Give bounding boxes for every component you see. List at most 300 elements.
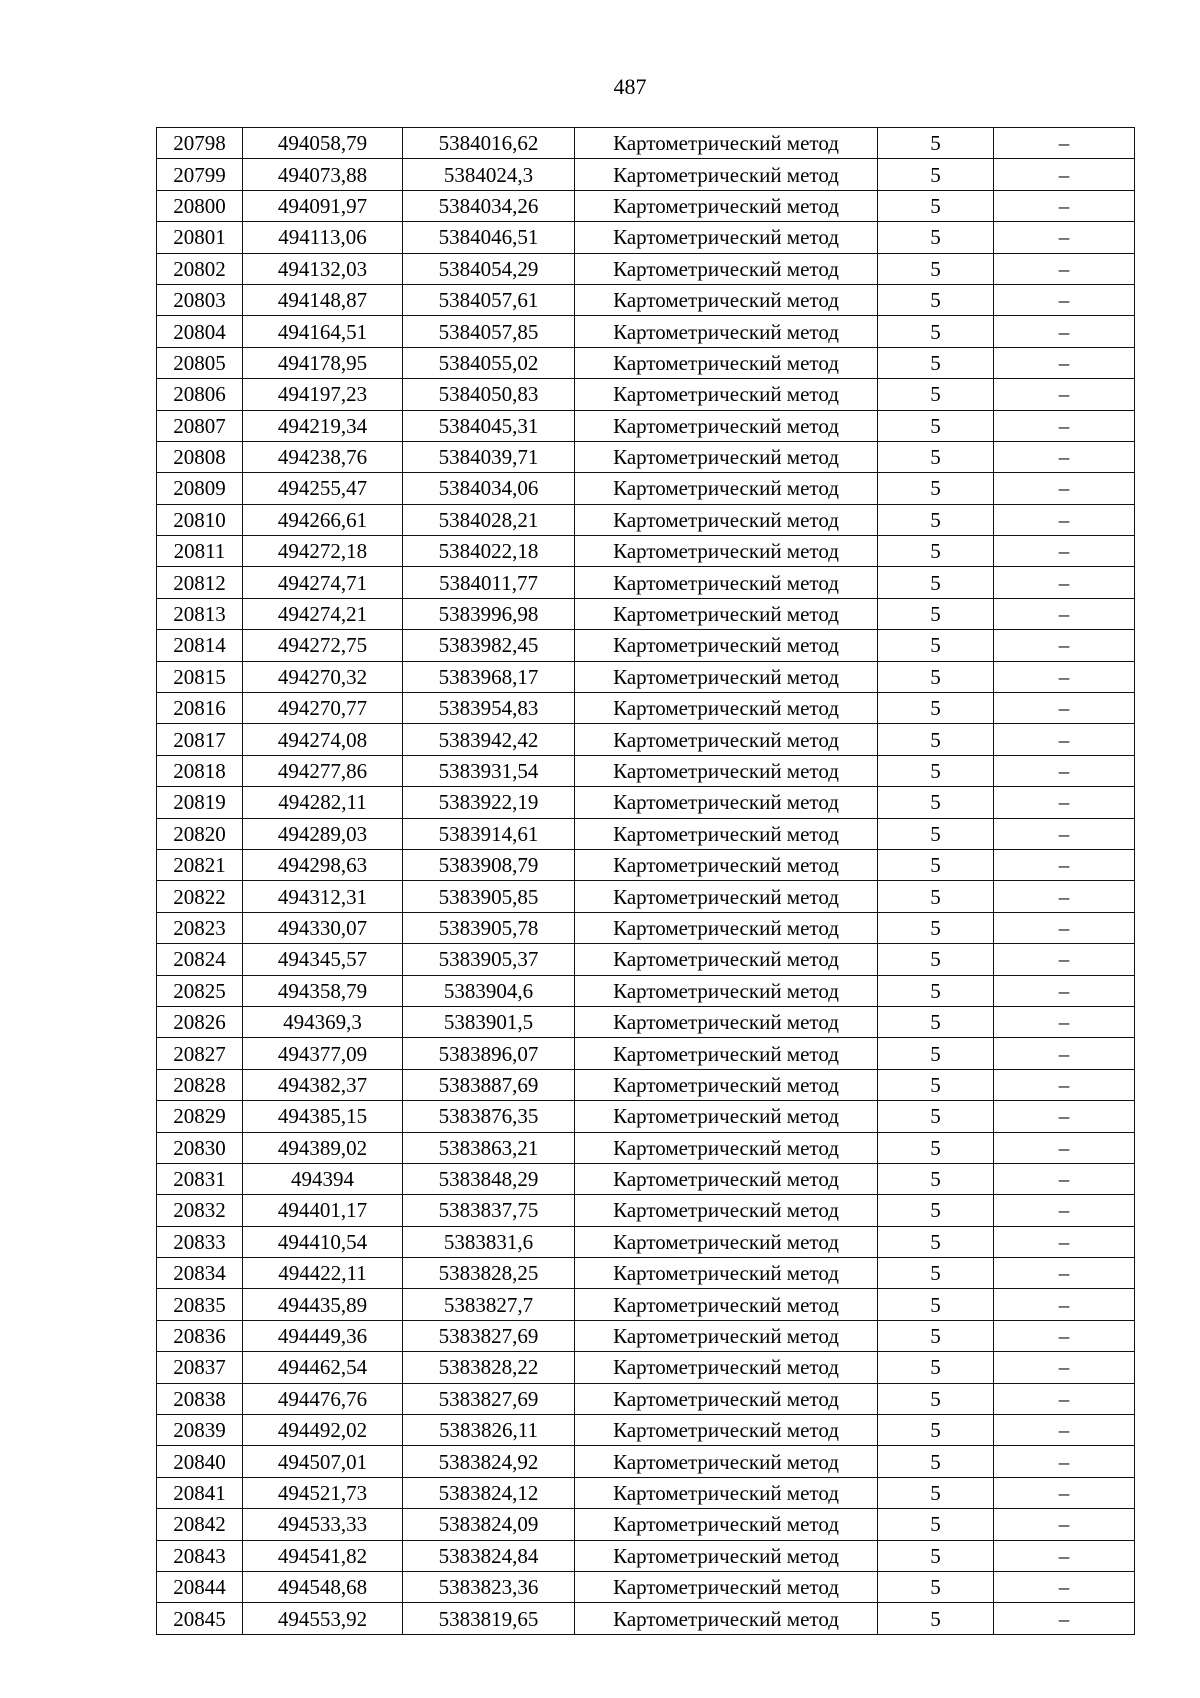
description-cell: –: [994, 724, 1135, 755]
description-cell: –: [994, 379, 1135, 410]
table-row: [157, 1038, 1135, 1069]
method-cell: Картометрический метод: [575, 1132, 878, 1163]
coordinates-table: [156, 127, 1135, 1635]
table-row: [157, 1132, 1135, 1163]
x-coordinate-cell: 494377,09: [243, 1038, 403, 1069]
accuracy-cell: 5: [878, 504, 994, 535]
description-cell: –: [994, 912, 1135, 943]
point-number-cell: 20831: [157, 1163, 243, 1194]
x-coordinate-cell: 494435,89: [243, 1289, 403, 1320]
point-number-cell: 20802: [157, 253, 243, 284]
table-row: [157, 441, 1135, 472]
table-row: [157, 1006, 1135, 1037]
accuracy-cell: 5: [878, 1571, 994, 1602]
x-coordinate-cell: 494548,68: [243, 1571, 403, 1602]
description-cell: –: [994, 944, 1135, 975]
point-number-cell: 20834: [157, 1258, 243, 1289]
description-cell: –: [994, 1038, 1135, 1069]
description-cell: –: [994, 1132, 1135, 1163]
point-number-cell: 20800: [157, 190, 243, 221]
method-cell: Картометрический метод: [575, 316, 878, 347]
description-cell: –: [994, 1383, 1135, 1414]
accuracy-cell: 5: [878, 849, 994, 880]
y-coordinate-cell: 5383905,37: [403, 944, 575, 975]
method-cell: Картометрический метод: [575, 284, 878, 315]
accuracy-cell: 5: [878, 441, 994, 472]
y-coordinate-cell: 5383828,22: [403, 1352, 575, 1383]
method-cell: Картометрический метод: [575, 1509, 878, 1540]
accuracy-cell: 5: [878, 1540, 994, 1571]
point-number-cell: 20833: [157, 1226, 243, 1257]
method-cell: Картометрический метод: [575, 473, 878, 504]
description-cell: –: [994, 1289, 1135, 1320]
table-row: [157, 1069, 1135, 1100]
table-row: [157, 284, 1135, 315]
x-coordinate-cell: 494073,88: [243, 159, 403, 190]
table-row: [157, 693, 1135, 724]
y-coordinate-cell: 5384016,62: [403, 128, 575, 159]
table-row: [157, 881, 1135, 912]
y-coordinate-cell: 5383931,54: [403, 755, 575, 786]
table-row: [157, 347, 1135, 378]
point-number-cell: 20799: [157, 159, 243, 190]
point-number-cell: 20803: [157, 284, 243, 315]
y-coordinate-cell: 5384022,18: [403, 536, 575, 567]
accuracy-cell: 5: [878, 818, 994, 849]
accuracy-cell: 5: [878, 379, 994, 410]
table-row: [157, 1383, 1135, 1414]
method-cell: Картометрический метод: [575, 128, 878, 159]
description-cell: –: [994, 975, 1135, 1006]
y-coordinate-cell: 5384028,21: [403, 504, 575, 535]
point-number-cell: 20837: [157, 1352, 243, 1383]
y-coordinate-cell: 5383982,45: [403, 630, 575, 661]
point-number-cell: 20821: [157, 849, 243, 880]
x-coordinate-cell: 494282,11: [243, 787, 403, 818]
y-coordinate-cell: 5383905,78: [403, 912, 575, 943]
x-coordinate-cell: 494289,03: [243, 818, 403, 849]
y-coordinate-cell: 5383896,07: [403, 1038, 575, 1069]
x-coordinate-cell: 494369,3: [243, 1006, 403, 1037]
x-coordinate-cell: 494449,36: [243, 1320, 403, 1351]
description-cell: –: [994, 1258, 1135, 1289]
method-cell: Картометрический метод: [575, 724, 878, 755]
x-coordinate-cell: 494238,76: [243, 441, 403, 472]
y-coordinate-cell: 5383824,92: [403, 1446, 575, 1477]
accuracy-cell: 5: [878, 1603, 994, 1634]
accuracy-cell: 5: [878, 410, 994, 441]
method-cell: Картометрический метод: [575, 849, 878, 880]
accuracy-cell: 5: [878, 473, 994, 504]
x-coordinate-cell: 494255,47: [243, 473, 403, 504]
table-row: [157, 253, 1135, 284]
accuracy-cell: 5: [878, 1038, 994, 1069]
description-cell: –: [994, 1006, 1135, 1037]
point-number-cell: 20806: [157, 379, 243, 410]
y-coordinate-cell: 5384024,3: [403, 159, 575, 190]
table-row: [157, 975, 1135, 1006]
x-coordinate-cell: 494389,02: [243, 1132, 403, 1163]
y-coordinate-cell: 5383863,21: [403, 1132, 575, 1163]
accuracy-cell: 5: [878, 881, 994, 912]
x-coordinate-cell: 494401,17: [243, 1195, 403, 1226]
accuracy-cell: 5: [878, 284, 994, 315]
description-cell: –: [994, 473, 1135, 504]
y-coordinate-cell: 5383828,25: [403, 1258, 575, 1289]
y-coordinate-cell: 5383827,69: [403, 1320, 575, 1351]
x-coordinate-cell: 494274,21: [243, 598, 403, 629]
x-coordinate-cell: 494164,51: [243, 316, 403, 347]
point-number-cell: 20822: [157, 881, 243, 912]
table-row: [157, 190, 1135, 221]
description-cell: –: [994, 818, 1135, 849]
y-coordinate-cell: 5383824,12: [403, 1477, 575, 1508]
accuracy-cell: 5: [878, 1069, 994, 1100]
description-cell: –: [994, 849, 1135, 880]
description-cell: –: [994, 1226, 1135, 1257]
table-row: [157, 944, 1135, 975]
point-number-cell: 20814: [157, 630, 243, 661]
x-coordinate-cell: 494541,82: [243, 1540, 403, 1571]
table-row: [157, 410, 1135, 441]
point-number-cell: 20844: [157, 1571, 243, 1602]
point-number-cell: 20843: [157, 1540, 243, 1571]
y-coordinate-cell: 5384034,26: [403, 190, 575, 221]
point-number-cell: 20801: [157, 222, 243, 253]
table-row: [157, 504, 1135, 535]
y-coordinate-cell: 5383908,79: [403, 849, 575, 880]
description-cell: –: [994, 410, 1135, 441]
accuracy-cell: 5: [878, 316, 994, 347]
table-row: [157, 1603, 1135, 1634]
y-coordinate-cell: 5384039,71: [403, 441, 575, 472]
accuracy-cell: 5: [878, 1101, 994, 1132]
y-coordinate-cell: 5383922,19: [403, 787, 575, 818]
table-row: [157, 1226, 1135, 1257]
y-coordinate-cell: 5383968,17: [403, 661, 575, 692]
method-cell: Картометрический метод: [575, 1571, 878, 1602]
method-cell: Картометрический метод: [575, 881, 878, 912]
y-coordinate-cell: 5383848,29: [403, 1163, 575, 1194]
point-number-cell: 20813: [157, 598, 243, 629]
accuracy-cell: 5: [878, 975, 994, 1006]
description-cell: –: [994, 755, 1135, 786]
x-coordinate-cell: 494492,02: [243, 1415, 403, 1446]
point-number-cell: 20808: [157, 441, 243, 472]
accuracy-cell: 5: [878, 598, 994, 629]
y-coordinate-cell: 5384057,85: [403, 316, 575, 347]
description-cell: –: [994, 1509, 1135, 1540]
method-cell: Картометрический метод: [575, 1289, 878, 1320]
method-cell: Картометрический метод: [575, 1540, 878, 1571]
y-coordinate-cell: 5383954,83: [403, 693, 575, 724]
x-coordinate-cell: 494197,23: [243, 379, 403, 410]
x-coordinate-cell: 494385,15: [243, 1101, 403, 1132]
description-cell: –: [994, 1163, 1135, 1194]
point-number-cell: 20839: [157, 1415, 243, 1446]
method-cell: Картометрический метод: [575, 1603, 878, 1634]
method-cell: Картометрический метод: [575, 1320, 878, 1351]
method-cell: Картометрический метод: [575, 1069, 878, 1100]
table-row: [157, 536, 1135, 567]
table-row: [157, 598, 1135, 629]
accuracy-cell: 5: [878, 253, 994, 284]
description-cell: –: [994, 441, 1135, 472]
method-cell: Картометрический метод: [575, 1226, 878, 1257]
table-row: [157, 1195, 1135, 1226]
accuracy-cell: 5: [878, 1195, 994, 1226]
description-cell: –: [994, 1069, 1135, 1100]
point-number-cell: 20829: [157, 1101, 243, 1132]
method-cell: Картометрический метод: [575, 598, 878, 629]
table-row: [157, 1415, 1135, 1446]
x-coordinate-cell: 494274,08: [243, 724, 403, 755]
description-cell: –: [994, 128, 1135, 159]
point-number-cell: 20845: [157, 1603, 243, 1634]
table-row: [157, 1352, 1135, 1383]
accuracy-cell: 5: [878, 693, 994, 724]
x-coordinate-cell: 494178,95: [243, 347, 403, 378]
description-cell: –: [994, 1101, 1135, 1132]
x-coordinate-cell: 494274,71: [243, 567, 403, 598]
method-cell: Картометрический метод: [575, 1446, 878, 1477]
y-coordinate-cell: 5383901,5: [403, 1006, 575, 1037]
method-cell: Картометрический метод: [575, 912, 878, 943]
description-cell: –: [994, 253, 1135, 284]
x-coordinate-cell: 494358,79: [243, 975, 403, 1006]
x-coordinate-cell: 494270,32: [243, 661, 403, 692]
accuracy-cell: 5: [878, 1477, 994, 1508]
point-number-cell: 20824: [157, 944, 243, 975]
method-cell: Картометрический метод: [575, 661, 878, 692]
y-coordinate-cell: 5384054,29: [403, 253, 575, 284]
point-number-cell: 20835: [157, 1289, 243, 1320]
method-cell: Картометрический метод: [575, 1352, 878, 1383]
table-row: [157, 849, 1135, 880]
x-coordinate-cell: 494382,37: [243, 1069, 403, 1100]
accuracy-cell: 5: [878, 1132, 994, 1163]
point-number-cell: 20826: [157, 1006, 243, 1037]
description-cell: –: [994, 284, 1135, 315]
point-number-cell: 20810: [157, 504, 243, 535]
accuracy-cell: 5: [878, 1258, 994, 1289]
y-coordinate-cell: 5384057,61: [403, 284, 575, 315]
accuracy-cell: 5: [878, 1289, 994, 1320]
y-coordinate-cell: 5383905,85: [403, 881, 575, 912]
description-cell: –: [994, 1571, 1135, 1602]
table-row: [157, 1163, 1135, 1194]
x-coordinate-cell: 494148,87: [243, 284, 403, 315]
point-number-cell: 20809: [157, 473, 243, 504]
method-cell: Картометрический метод: [575, 693, 878, 724]
method-cell: Картометрический метод: [575, 441, 878, 472]
accuracy-cell: 5: [878, 1226, 994, 1257]
description-cell: –: [994, 567, 1135, 598]
table-row: [157, 661, 1135, 692]
method-cell: Картометрический метод: [575, 347, 878, 378]
method-cell: Картометрический метод: [575, 159, 878, 190]
accuracy-cell: 5: [878, 347, 994, 378]
method-cell: Картометрический метод: [575, 1258, 878, 1289]
y-coordinate-cell: 5383914,61: [403, 818, 575, 849]
description-cell: –: [994, 661, 1135, 692]
description-cell: –: [994, 630, 1135, 661]
point-number-cell: 20838: [157, 1383, 243, 1414]
description-cell: –: [994, 347, 1135, 378]
accuracy-cell: 5: [878, 1352, 994, 1383]
y-coordinate-cell: 5383823,36: [403, 1571, 575, 1602]
x-coordinate-cell: 494462,54: [243, 1352, 403, 1383]
table-row: [157, 159, 1135, 190]
y-coordinate-cell: 5384011,77: [403, 567, 575, 598]
description-cell: –: [994, 1446, 1135, 1477]
table-row: [157, 567, 1135, 598]
method-cell: Картометрический метод: [575, 630, 878, 661]
method-cell: Картометрический метод: [575, 536, 878, 567]
y-coordinate-cell: 5384055,02: [403, 347, 575, 378]
method-cell: Картометрический метод: [575, 818, 878, 849]
table-row: [157, 1477, 1135, 1508]
table-row: [157, 1258, 1135, 1289]
x-coordinate-cell: 494410,54: [243, 1226, 403, 1257]
table-row: [157, 787, 1135, 818]
description-cell: –: [994, 504, 1135, 535]
point-number-cell: 20825: [157, 975, 243, 1006]
accuracy-cell: 5: [878, 159, 994, 190]
point-number-cell: 20817: [157, 724, 243, 755]
x-coordinate-cell: 494091,97: [243, 190, 403, 221]
method-cell: Картометрический метод: [575, 190, 878, 221]
description-cell: –: [994, 598, 1135, 629]
table-row: [157, 755, 1135, 786]
x-coordinate-cell: 494219,34: [243, 410, 403, 441]
accuracy-cell: 5: [878, 912, 994, 943]
y-coordinate-cell: 5383827,7: [403, 1289, 575, 1320]
x-coordinate-cell: 494521,73: [243, 1477, 403, 1508]
point-number-cell: 20823: [157, 912, 243, 943]
accuracy-cell: 5: [878, 190, 994, 221]
accuracy-cell: 5: [878, 1163, 994, 1194]
point-number-cell: 20805: [157, 347, 243, 378]
x-coordinate-cell: 494312,31: [243, 881, 403, 912]
x-coordinate-cell: 494507,01: [243, 1446, 403, 1477]
accuracy-cell: 5: [878, 630, 994, 661]
table-row: [157, 222, 1135, 253]
table-row: [157, 473, 1135, 504]
description-cell: –: [994, 1477, 1135, 1508]
table-row: [157, 818, 1135, 849]
accuracy-cell: 5: [878, 128, 994, 159]
x-coordinate-cell: 494113,06: [243, 222, 403, 253]
method-cell: Картометрический метод: [575, 944, 878, 975]
method-cell: Картометрический метод: [575, 1006, 878, 1037]
description-cell: –: [994, 190, 1135, 221]
table-row: [157, 1571, 1135, 1602]
x-coordinate-cell: 494272,18: [243, 536, 403, 567]
y-coordinate-cell: 5384050,83: [403, 379, 575, 410]
accuracy-cell: 5: [878, 1006, 994, 1037]
y-coordinate-cell: 5383876,35: [403, 1101, 575, 1132]
table-row: [157, 128, 1135, 159]
table-row: [157, 1289, 1135, 1320]
point-number-cell: 20816: [157, 693, 243, 724]
x-coordinate-cell: 494132,03: [243, 253, 403, 284]
method-cell: Картометрический метод: [575, 1383, 878, 1414]
point-number-cell: 20804: [157, 316, 243, 347]
accuracy-cell: 5: [878, 536, 994, 567]
accuracy-cell: 5: [878, 724, 994, 755]
description-cell: –: [994, 1352, 1135, 1383]
table-row: [157, 316, 1135, 347]
table-row: [157, 1540, 1135, 1571]
accuracy-cell: 5: [878, 787, 994, 818]
point-number-cell: 20832: [157, 1195, 243, 1226]
y-coordinate-cell: 5383942,42: [403, 724, 575, 755]
x-coordinate-cell: 494476,76: [243, 1383, 403, 1414]
point-number-cell: 20842: [157, 1509, 243, 1540]
coordinates-table-body: [157, 128, 1135, 1635]
method-cell: Картометрический метод: [575, 1038, 878, 1069]
table-row: [157, 1101, 1135, 1132]
table-row: [157, 1446, 1135, 1477]
accuracy-cell: 5: [878, 222, 994, 253]
y-coordinate-cell: 5383824,84: [403, 1540, 575, 1571]
method-cell: Картометрический метод: [575, 1101, 878, 1132]
point-number-cell: 20807: [157, 410, 243, 441]
method-cell: Картометрический метод: [575, 1163, 878, 1194]
table-row: [157, 630, 1135, 661]
x-coordinate-cell: 494422,11: [243, 1258, 403, 1289]
method-cell: Картометрический метод: [575, 222, 878, 253]
x-coordinate-cell: 494272,75: [243, 630, 403, 661]
point-number-cell: 20820: [157, 818, 243, 849]
x-coordinate-cell: 494058,79: [243, 128, 403, 159]
y-coordinate-cell: 5383837,75: [403, 1195, 575, 1226]
accuracy-cell: 5: [878, 1509, 994, 1540]
point-number-cell: 20840: [157, 1446, 243, 1477]
method-cell: Картометрический метод: [575, 975, 878, 1006]
y-coordinate-cell: 5383827,69: [403, 1383, 575, 1414]
description-cell: –: [994, 159, 1135, 190]
y-coordinate-cell: 5384045,31: [403, 410, 575, 441]
description-cell: –: [994, 1415, 1135, 1446]
description-cell: –: [994, 1320, 1135, 1351]
y-coordinate-cell: 5383824,09: [403, 1509, 575, 1540]
method-cell: Картометрический метод: [575, 567, 878, 598]
description-cell: –: [994, 222, 1135, 253]
y-coordinate-cell: 5383819,65: [403, 1603, 575, 1634]
method-cell: Картометрический метод: [575, 787, 878, 818]
x-coordinate-cell: 494270,77: [243, 693, 403, 724]
description-cell: –: [994, 1195, 1135, 1226]
y-coordinate-cell: 5384034,06: [403, 473, 575, 504]
x-coordinate-cell: 494277,86: [243, 755, 403, 786]
accuracy-cell: 5: [878, 567, 994, 598]
accuracy-cell: 5: [878, 1320, 994, 1351]
description-cell: –: [994, 316, 1135, 347]
accuracy-cell: 5: [878, 661, 994, 692]
page-number: 487: [613, 74, 647, 99]
method-cell: Картометрический метод: [575, 253, 878, 284]
table-row: [157, 379, 1135, 410]
table-row: [157, 724, 1135, 755]
y-coordinate-cell: 5383996,98: [403, 598, 575, 629]
method-cell: Картометрический метод: [575, 379, 878, 410]
description-cell: –: [994, 536, 1135, 567]
point-number-cell: 20841: [157, 1477, 243, 1508]
point-number-cell: 20836: [157, 1320, 243, 1351]
point-number-cell: 20818: [157, 755, 243, 786]
